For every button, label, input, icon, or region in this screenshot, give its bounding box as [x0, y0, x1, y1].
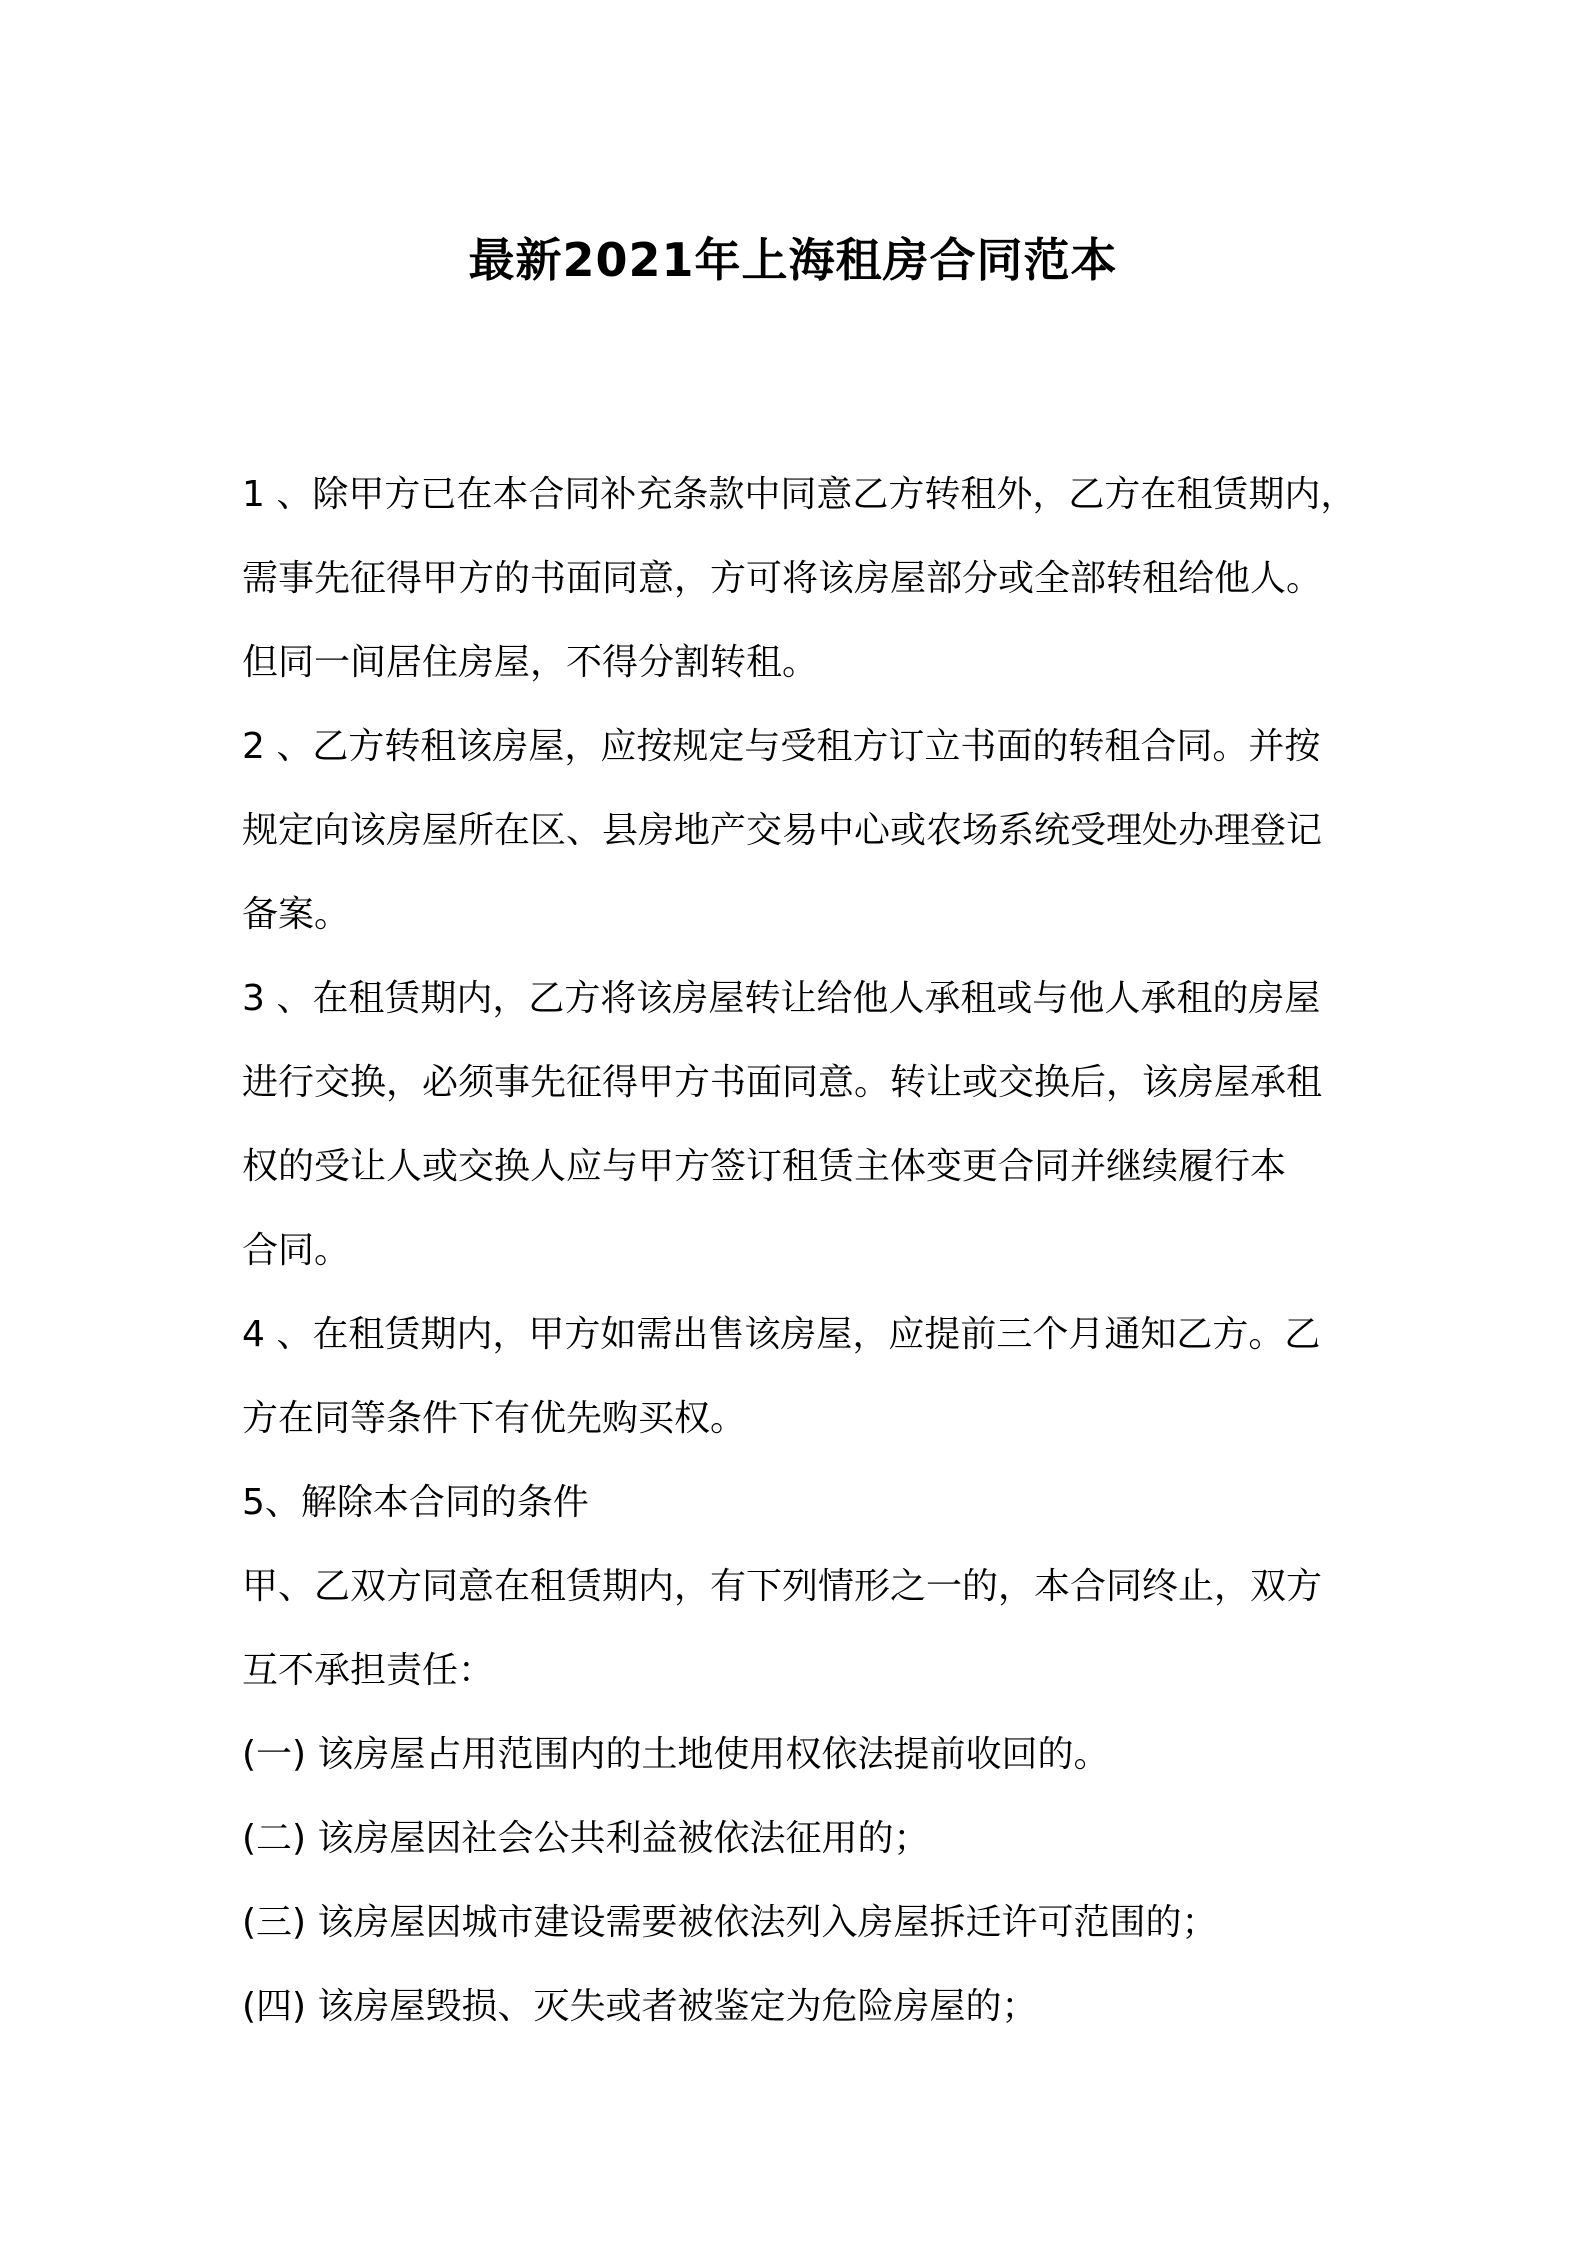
text-line: 方在同等条件下有优先购买权。 [242, 1398, 747, 1439]
document-title: 最新2021年上海租房合同范本 [468, 233, 1118, 287]
text-line: 权的受让人或交换人应与甲方签订租赁主体变更合同并继续履行本 [242, 1146, 1287, 1187]
text-line: 甲、乙双方同意在租赁期内，有下列情形之一的，本合同终止，双方 [242, 1566, 1323, 1607]
text-line: 5、解除本合同的条件 [242, 1482, 589, 1523]
text-line: 合同。 [242, 1230, 351, 1271]
text-line: 备案。 [242, 894, 351, 935]
text-line: 3 、在租赁期内，乙方将该房屋转让给他人承租或与他人承租的房屋 [242, 978, 1321, 1019]
text-line: (一) 该房屋占用范围内的土地使用权依法提前收回的。 [242, 1734, 1110, 1775]
document-body [242, 453, 1362, 2049]
text-line: (三) 该房屋因城市建设需要被依法列入房屋拆迁许可范围的； [242, 1902, 1218, 1943]
text-line: (四) 该房屋毁损、灭失或者被鉴定为危险房屋的； [242, 1986, 1038, 2027]
text-line: 1 、除甲方已在本合同补充条款中同意乙方转租外，乙方在租赁期内， [242, 474, 1357, 515]
text-line: 但同一间居住房屋，不得分割转租。 [242, 642, 819, 683]
text-line: 需事先征得甲方的书面同意，方可将该房屋部分或全部转租给他人。 [242, 558, 1323, 599]
text-line: (二) 该房屋因社会公共利益被依法征用的； [242, 1818, 930, 1859]
text-line: 规定向该房屋所在区、县房地产交易中心或农场系统受理处办理登记 [242, 810, 1323, 851]
text-line: 2 、乙方转租该房屋，应按规定与受租方订立书面的转租合同。并按 [242, 726, 1321, 767]
text-line: 互不承担责任： [242, 1650, 495, 1691]
text-line: 进行交换，必须事先征得甲方书面同意。转让或交换后，该房屋承租 [242, 1062, 1323, 1103]
text-line: 4 、在租赁期内，甲方如需出售该房屋，应提前三个月通知乙方。乙 [242, 1314, 1321, 1355]
